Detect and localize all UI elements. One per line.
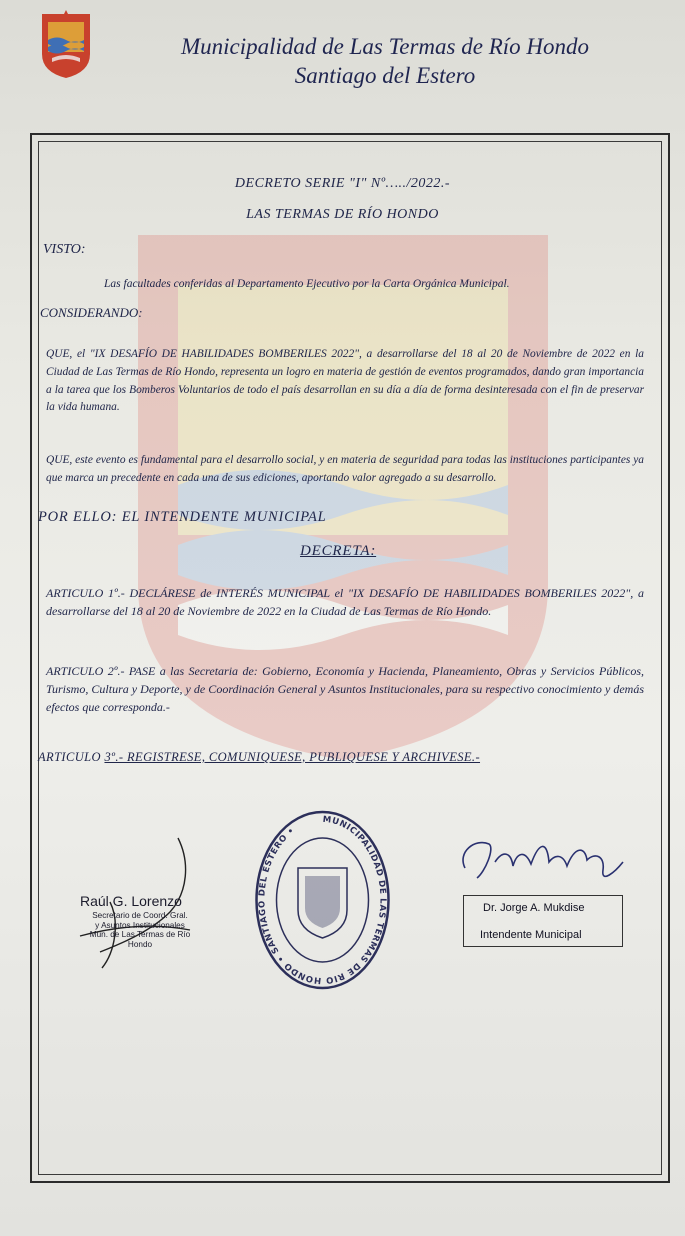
- article-1: ARTICULO 1º.- DECLÁRESE de INTERÉS MUNICIPAL el "IX DESAFÍO DE HABILIDADES BOMBERILES 2022", a desarrollarse del 18 al 20 de Noviembre de 2022 en la Ciudad de Las Termas de Río Hondo.: [46, 586, 644, 618]
- signatory-left-title: [80, 911, 200, 949]
- decree-city: LAS TERMAS DE RÍO HONDO: [246, 207, 439, 222]
- municipality-name: Municipalidad de Las Termas de Río Hondo: [180, 34, 590, 59]
- visto-text: Las facultades conferidas al Departamento Ejecutivo por la Carta Orgánica Municipal.: [104, 278, 510, 290]
- visto-label: VISTO:: [43, 242, 86, 257]
- municipality-title: [95, 32, 675, 90]
- municipal-seal-icon: [250, 802, 395, 990]
- considerando-paragraph-2: QUE, este evento es fundamental para el desarrollo social, y en materia de seguridad para todas las instituciones participantes ya que marca un precedente en cada una de sus ediciones, aportando valor agregado a su desarrollo.: [46, 454, 644, 484]
- article-3-prefix: ARTICULO: [38, 750, 101, 764]
- signatory-left-title-line-2: y Asuntos Institucionales: [95, 920, 185, 930]
- por-ello-heading: POR ELLO: EL INTENDENTE MUNICIPAL: [38, 509, 327, 525]
- seal-text: MUNICIPALIDAD DE LAS TERMAS DE RIO HONDO • SANTIAGO DEL ESTERO •: [257, 814, 388, 986]
- signatory-left-name: Raúl G. Lorenzo: [80, 893, 182, 909]
- signatory-left-title-line-3: Mun. de Las Termas de Río Hondo: [89, 930, 191, 949]
- municipal-crest-icon: [38, 6, 94, 80]
- signatory-right-role: Intendente Municipal: [480, 929, 582, 941]
- signatory-right-name: Dr. Jorge A. Mukdise: [483, 902, 585, 914]
- province-name: Santiago del Estero: [294, 63, 476, 88]
- considerando-label: CONSIDERANDO:: [40, 305, 143, 320]
- signatory-left-title-line-1: Secretario de Coord. Gral.: [92, 911, 188, 920]
- signature-mukdise-icon: [455, 832, 630, 892]
- article-2: ARTICULO 2º.- PASE a las Secretaria de: Gobierno, Economía y Hacienda, Planeamiento, Obras y Servicios Públicos, Turismo, Cultura y Deporte, y de Coordinación General y Asuntos Institucionales, para su respectivo conocimiento y demás efectos que corresponda.-: [46, 664, 644, 714]
- article-3: [38, 750, 480, 765]
- decreta-heading: DECRETA:: [300, 543, 377, 559]
- article-3-text: 3º.- REGISTRESE, COMUNIQUESE, PUBLIQUESE Y ARCHIVESE.-: [104, 750, 481, 764]
- decree-number: DECRETO SERIE "I" Nº…../2022.-: [234, 176, 451, 191]
- considerando-paragraph-1: QUE, el "IX DESAFÍO DE HABILIDADES BOMBERILES 2022", a desarrollarse del 18 al 20 de Noviembre de 2022 en la Ciudad de Las Termas de Río Hondo, representa un logro en materia de gestión de eventos programados, dando gran importancia a la tarea que los Bomberos Voluntarios de todo el país desarrollan en su día a día de forma desinteresada con el fin de preservar la vida humana.: [46, 348, 644, 414]
